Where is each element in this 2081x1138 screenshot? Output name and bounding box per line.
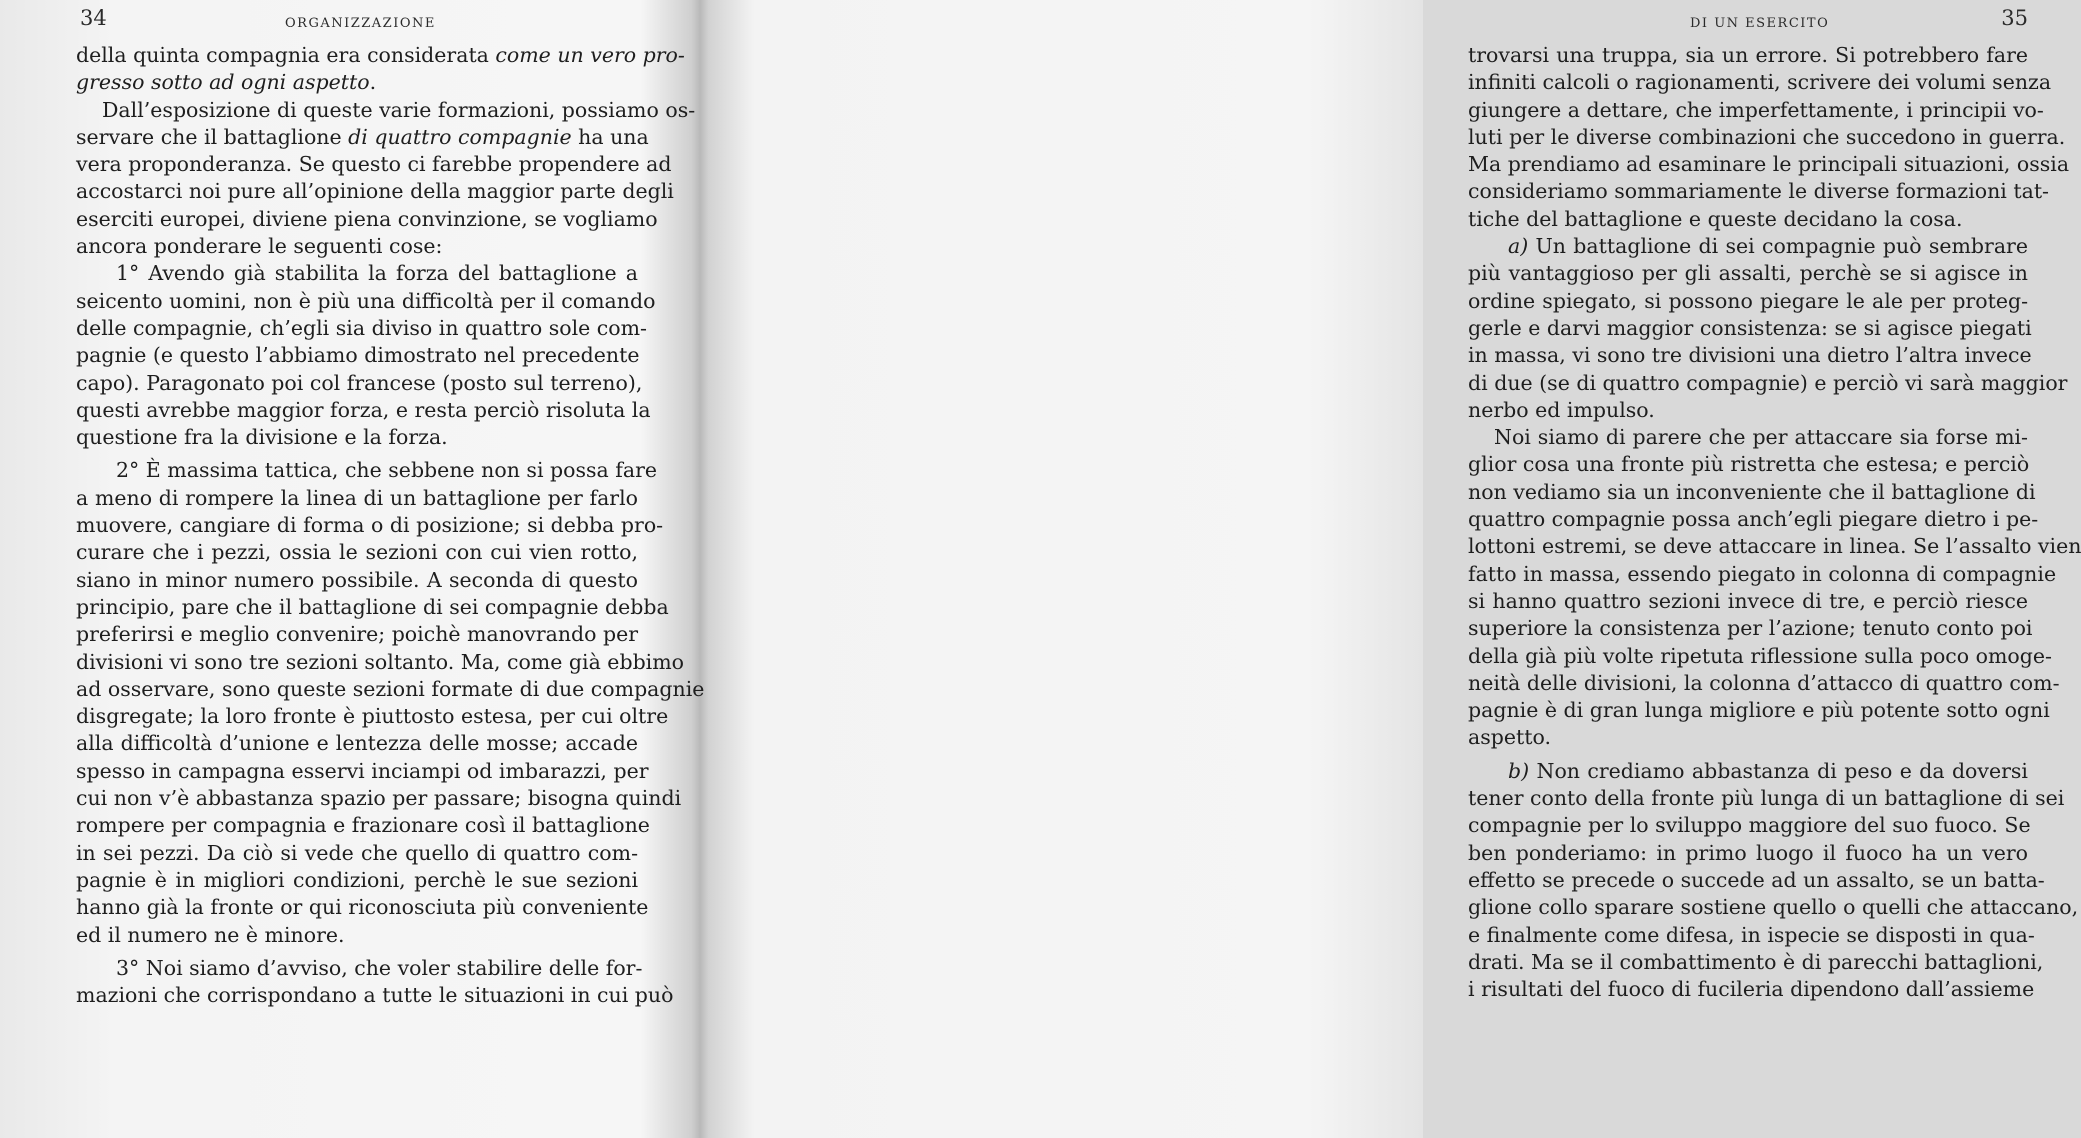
text-line — [76, 840, 638, 867]
line-text: questione fra la divisione e la forza. — [76, 425, 448, 450]
right-page-header — [1468, 6, 2028, 42]
text-line — [76, 785, 682, 812]
text-line — [1468, 949, 2044, 976]
text-line — [76, 97, 696, 124]
text-line — [1468, 124, 2066, 151]
line-text: quattro compagnie possa anch’egli piegare dietro i pe- — [1468, 507, 2039, 532]
line-text: ben ponderiamo: in primo luogo il fuoco ha un vero — [1468, 840, 2028, 865]
line-text: questi avrebbe maggior forza, e resta perciò risoluta la — [76, 397, 651, 422]
line-text: servare che il battaglione — [76, 124, 349, 149]
text-line — [1468, 315, 2032, 342]
line-text: accostarci noi pure all’opinione della maggior parte degli — [76, 179, 674, 204]
text-line — [76, 178, 674, 205]
text-line — [1468, 643, 2052, 670]
text-line — [1468, 397, 2028, 424]
line-text: della quinta compagnia era considerata — [76, 43, 496, 67]
line-text: glione collo sparare sostiene quello o quelli che attaccano, — [1468, 895, 2079, 920]
text-line — [1468, 69, 2052, 96]
text-line — [1468, 785, 2065, 812]
text-line — [1468, 233, 2028, 260]
text-line — [1468, 867, 2045, 894]
text-line — [76, 424, 638, 451]
text-line — [1468, 724, 2028, 751]
text-line — [76, 594, 669, 621]
line-text: hanno già la fronte or qui riconosciuta più conveniente — [76, 895, 649, 920]
line-text: vera proponderanza. Se questo ci farebbe propendere ad — [76, 152, 672, 177]
text-line — [76, 730, 638, 757]
text-line — [1468, 97, 2044, 124]
text-line — [76, 151, 672, 178]
line-text: più vantaggioso per gli assalti, perchè se si agisce in — [1468, 261, 2028, 286]
line-text: compagnie per lo sviluppo maggiore del suo fuoco. Se — [1468, 813, 2031, 838]
line-text: glior cosa una fronte più ristretta che estesa; e perciò — [1468, 452, 2030, 477]
text-line — [76, 233, 638, 260]
text-line — [1468, 424, 2028, 451]
text-line — [1468, 670, 2060, 697]
text-line — [76, 124, 649, 151]
line-text: Ma prendiamo ad esaminare le principali situazioni, ossia — [1468, 152, 2070, 177]
line-text: a meno di rompere la linea di un battaglione per farlo — [76, 485, 638, 510]
line-text: pagnie è in migliori condizioni, perchè le sue sezioni — [76, 867, 638, 892]
line-text: divisioni vi sono tre sezioni soltanto. Ma, come già ebbimo — [76, 649, 685, 674]
text-line — [1468, 758, 2028, 785]
text-line — [76, 955, 643, 982]
text-line — [76, 260, 638, 287]
line-text: i risultati del fuoco di fucileria dipendono dall’assieme — [1468, 977, 2035, 1002]
line-text: 2° È massima tattica, che sebbene non si possa fare — [116, 458, 658, 483]
text-line — [1468, 151, 2070, 178]
line-text: aspetto. — [1468, 725, 1551, 750]
line-text: gerle e darvi maggior consistenza: se si agisce piegati — [1468, 315, 2032, 340]
text-line — [1468, 370, 2068, 397]
line-text: mazioni che corrispondano a tutte le situazioni in cui può — [76, 983, 674, 1008]
running-head: DI UN ESERCITO — [1690, 16, 1830, 31]
line-text: infiniti calcoli o ragionamenti, scrivere dei volumi senza — [1468, 70, 2052, 95]
line-text: tener conto della fronte più lunga di un battaglione di sei — [1468, 786, 2065, 811]
line-text: della già più volte ripetuta riflessione sulla poco omoge- — [1468, 643, 2052, 668]
line-text: ad osservare, sono queste sezioni formate di due compagnie — [76, 676, 705, 701]
text-line — [76, 512, 664, 539]
line-text: in sei pezzi. Da ciò si vede che quello di quattro com- — [76, 840, 638, 865]
line-text: lottoni estremi, se deve attaccare in linea. Se l’assalto vien — [1468, 534, 2081, 559]
line-text: tiche del battaglione e queste decidano la cosa. — [1468, 206, 1963, 231]
text-line — [1468, 840, 2028, 867]
text-line — [1468, 976, 2035, 1003]
line-text: drati. Ma se il combattimento è di parecchi battaglioni, — [1468, 949, 2044, 974]
line-text: superiore la consistenza per l’azione; tenuto conto poi — [1468, 616, 2033, 641]
running-head: ORGANIZZAZIONE — [285, 16, 436, 31]
line-text: ordine spiegato, si possono piegare le ale per proteg- — [1468, 288, 2028, 313]
text-line — [1468, 615, 2033, 642]
line-text: muovere, cangiare di forma o di posizione; si debba pro- — [76, 513, 664, 538]
text-line — [76, 703, 669, 730]
line-text: e finalmente come difesa, in ispecie se disposti in qua- — [1468, 922, 2035, 947]
line-text: trovarsi una truppa, sia un errore. Si potrebbero fare — [1468, 43, 2028, 67]
text-line — [76, 397, 651, 424]
italic-text: gresso sotto ad ogni aspetto — [76, 70, 370, 95]
text-line — [1468, 260, 2028, 287]
line-text: rompere per compagnia e frazionare così il battaglione — [76, 813, 650, 838]
text-line — [1468, 588, 2028, 615]
line-text: ed il numero ne è minore. — [76, 922, 345, 947]
line-text: spesso in campagna esservi inciampi od imbarazzi, per — [76, 758, 649, 783]
line-text: principio, pare che il battaglione di sei compagnie debba — [76, 594, 669, 619]
text-line — [76, 206, 658, 233]
line-text: neità delle divisioni, la colonna d’attacco di quattro com- — [1468, 670, 2060, 695]
text-line — [1468, 533, 2081, 560]
right-page-text — [1468, 42, 2081, 1003]
line-text: consideriamo sommariamente le diverse formazioni tat- — [1468, 179, 2049, 204]
text-line — [76, 812, 650, 839]
text-line — [76, 621, 638, 648]
text-line — [76, 69, 638, 96]
line-text: di due (se di quattro compagnie) e perciò vi sarà maggior — [1468, 370, 2068, 395]
line-text: disgregate; la loro fronte è piuttosto estesa, per cui oltre — [76, 704, 669, 729]
line-text: fatto in massa, essendo piegato in colonna di compagnie — [1468, 561, 2057, 586]
text-line — [76, 288, 656, 315]
left-page — [0, 0, 705, 1138]
text-line — [76, 758, 649, 785]
italic-text: come un vero pro- — [495, 43, 685, 67]
line-text: si hanno quattro sezioni invece di tre, e perciò riesce — [1468, 588, 2028, 613]
line-text: pagnie (e questo l’abbiamo dimostrato nel precedente — [76, 343, 640, 368]
text-line — [76, 676, 705, 703]
text-line — [76, 485, 638, 512]
line-text: delle compagnie, ch’egli sia diviso in quattro sole com- — [76, 315, 647, 340]
line-text: Un battaglione di sei compagnie può sembrare — [1528, 234, 2028, 259]
text-line — [1468, 894, 2079, 921]
text-line — [76, 539, 638, 566]
line-text: preferirsi e meglio convenire; poichè manovrando per — [76, 622, 639, 647]
line-text: pagnie è di gran lunga migliore e più potente sotto ogni — [1468, 698, 2050, 723]
text-line — [76, 342, 638, 369]
text-line — [1468, 922, 2035, 949]
line-text: alla difficoltà d’unione e lentezza delle mosse; accade — [76, 731, 638, 756]
italic-text: b) — [1508, 758, 1530, 783]
line-text: . — [369, 70, 377, 95]
text-line — [76, 867, 638, 894]
line-text: giungere a dettare, che imperfettamente, i principii vo- — [1468, 97, 2044, 122]
line-text: seicento uomini, non è più una difficoltà per il comando — [76, 288, 656, 313]
text-line — [76, 982, 674, 1009]
text-line — [1468, 178, 2049, 205]
line-text: 3° Noi siamo d’avviso, che voler stabilire delle for- — [116, 955, 643, 980]
text-line — [76, 370, 643, 397]
line-text: Non crediamo abbastanza di peso e da doversi — [1529, 758, 2028, 783]
line-text: ancora ponderare le seguenti cose: — [76, 234, 443, 259]
line-text: cui non v’è abbastanza spazio per passare; bisogna quindi — [76, 786, 682, 811]
right-page — [712, 0, 2081, 1138]
line-text: curare che i pezzi, ossia le sezioni con cui vien rotto, — [76, 540, 638, 565]
line-text: effetto se precede o succede ad un assalto, se un batta- — [1468, 867, 2045, 892]
page-number: 35 — [2001, 6, 2028, 30]
line-text: siano in minor numero possibile. A seconda di questo — [76, 567, 638, 592]
text-line — [76, 42, 685, 69]
text-line — [76, 315, 647, 342]
text-line — [1468, 288, 2028, 315]
left-page-text — [76, 42, 705, 1009]
line-text: luti per le diverse combinazioni che succedono in guerra. — [1468, 124, 2066, 149]
line-text: Dall’esposizione di queste varie formazioni, possiamo os- — [102, 97, 696, 122]
line-text: ha una — [571, 124, 649, 149]
text-line — [1468, 697, 2050, 724]
text-line — [1468, 479, 2036, 506]
text-line — [1468, 206, 2028, 233]
text-line — [76, 922, 638, 949]
line-text: eserciti europei, diviene piena convinzione, se vogliamo — [76, 206, 658, 231]
text-line — [1468, 812, 2031, 839]
text-line — [1468, 42, 2028, 69]
text-line — [76, 649, 685, 676]
italic-text: di quattro compagnie — [348, 124, 572, 149]
line-text: non vediamo sia un inconveniente che il battaglione di — [1468, 479, 2036, 504]
text-line — [76, 894, 649, 921]
text-line — [1468, 561, 2057, 588]
text-line — [1468, 506, 2039, 533]
text-line — [76, 567, 638, 594]
text-line — [1468, 451, 2028, 478]
line-text: in massa, vi sono tre divisioni una dietro l’altra invece — [1468, 343, 2032, 368]
line-text: nerbo ed impulso. — [1468, 397, 1655, 422]
line-text: 1° Avendo già stabilita la forza del battaglione a — [116, 261, 638, 286]
left-page-header — [80, 6, 640, 42]
italic-text: a) — [1508, 234, 1529, 259]
line-text: capo). Paragonato poi col francese (posto sul terreno), — [76, 370, 643, 395]
text-line — [76, 457, 658, 484]
line-text: Noi siamo di parere che per attaccare sia forse mi- — [1494, 425, 2028, 450]
page-number: 34 — [80, 6, 107, 30]
text-line — [1468, 342, 2032, 369]
